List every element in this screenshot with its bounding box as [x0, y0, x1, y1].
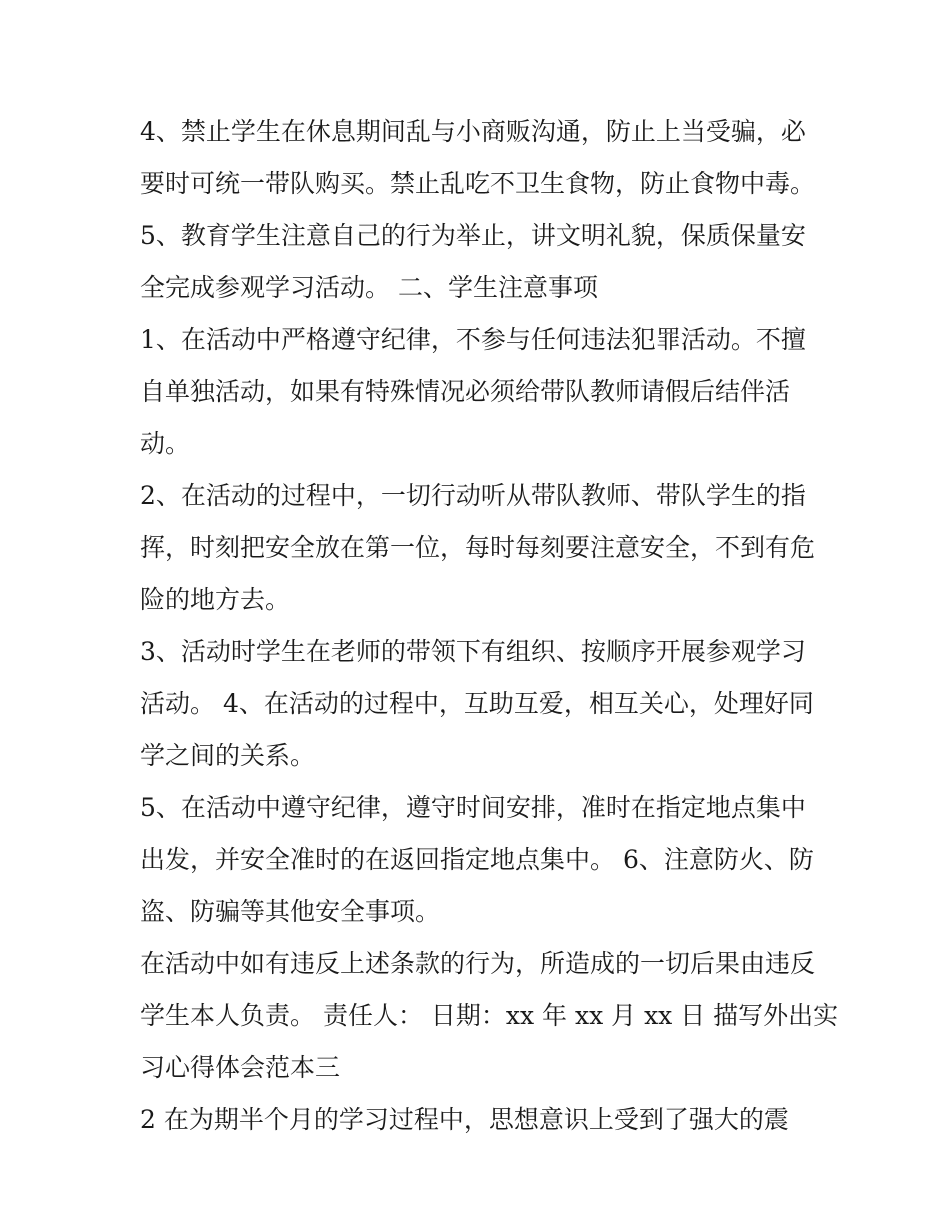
paragraph-notice-3 [140, 626, 820, 782]
paragraph-notice-1 [140, 314, 820, 470]
text-line: 5、在活动中遵守纪律，遵守时间安排，准时在指定地点集中 [140, 793, 806, 822]
text-line: 1、在活动中严格遵守纪律，不参与任何违法犯罪活动。不擅 [140, 325, 806, 354]
paragraph-liability [140, 938, 839, 1094]
text-line: 学之间的关系。 [140, 741, 316, 770]
text-line: 动。 [140, 429, 191, 458]
paragraph-rule-5 [140, 210, 820, 314]
document-body [140, 106, 839, 1146]
text-line: 学生本人负责。 责任人： 日期：xx 年 xx 月 xx 日 描写外出实 [140, 1001, 839, 1030]
text-line: 习心得体会范本三 [140, 1053, 341, 1082]
text-line: 自单独活动，如果有特殊情况必须给带队教师请假后结伴活 [140, 377, 791, 406]
text-line: 在活动中如有违反上述条款的行为，所造成的一切后果由违反 [140, 949, 816, 978]
text-line: 3、活动时学生在老师的带领下有组织、按顺序开展参观学习 [140, 637, 806, 666]
paragraph-notice-2 [140, 470, 820, 626]
text-line: 2、在活动的过程中，一切行动听从带队教师、带队学生的指 [140, 481, 806, 510]
text-line: 全完成参观学习活动。 二、学生注意事项 [140, 273, 598, 302]
text-line: 2 在为期半个月的学习过程中，思想意识上受到了强大的震 [140, 1105, 789, 1134]
text-line: 盗、防骗等其他安全事项。 [140, 897, 441, 926]
text-line: 要时可统一带队购买。禁止乱吃不卫生食物，防止食物中毒。 [140, 169, 816, 198]
text-line: 出发，并安全准时的在返回指定地点集中。 6、注意防火、防 [140, 845, 814, 874]
text-line: 4、禁止学生在休息期间乱与小商贩沟通，防止上当受骗，必 [140, 117, 806, 146]
text-line: 活动。 4、在活动的过程中，互助互爱，相互关心，处理好同 [140, 689, 814, 718]
text-line: 险的地方去。 [140, 585, 291, 614]
text-line: 挥，时刻把安全放在第一位，每时每刻要注意安全，不到有危 [140, 533, 816, 562]
paragraph-rule-4 [140, 106, 820, 210]
paragraph-reflection-start [140, 1094, 820, 1146]
paragraph-notice-5 [140, 782, 820, 938]
text-line: 5、教育学生注意自己的行为举止，讲文明礼貌，保质保量安 [140, 221, 806, 250]
